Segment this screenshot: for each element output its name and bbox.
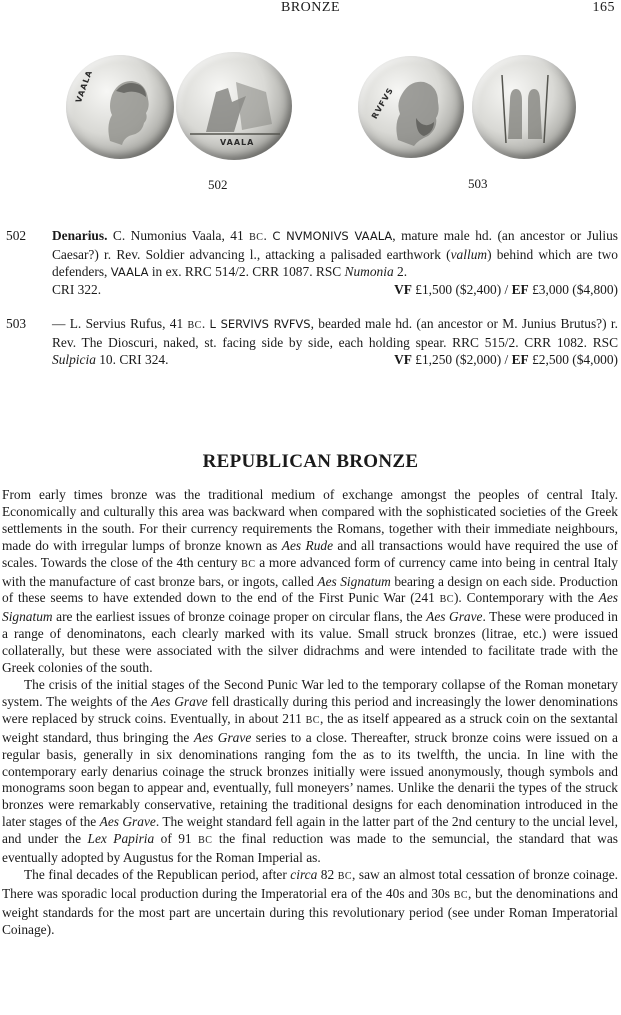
coin-legend-text: C NVMONIVS VAALA xyxy=(272,229,393,243)
price-value: £2,500 ($4,000) xyxy=(528,352,618,367)
text-run: bearing a design on each side. Production of these seems to have extended down to the end of the First Punic War (241 xyxy=(2,573,619,606)
italic-term: Aes Grave xyxy=(151,693,208,709)
era-label: BC xyxy=(439,594,454,606)
era-label: BC xyxy=(453,889,469,901)
italic-term: Aes Signatum xyxy=(317,573,391,589)
era-label: BC xyxy=(249,232,264,243)
figure-number-502: 502 xyxy=(208,177,228,192)
moneyer: L. Servius Rufus, 41 xyxy=(69,316,188,331)
text-run: . These were produced in a range of denominatons, each clearly marked with its value. Small struck bronzes (litrae, etc.) were issued collaterally, but these were associated with the silver didrachms and were intended to facilitate trade with the Greek colonies of the south. xyxy=(2,609,618,676)
text-run: a more advanced form of currency came into being in central Italy with the manufacture of cast bronze bars, or ingots, called xyxy=(2,554,618,589)
entry-number: 502 xyxy=(6,228,27,243)
text-run: , the as itself appeared as a struck coin on the sextantal weight standard, thus bringing the xyxy=(2,710,618,745)
italic-term: Aes Rude xyxy=(281,537,334,553)
price-line xyxy=(52,281,618,298)
era-label: BC xyxy=(187,320,202,331)
text-run: are the earliest issues of bronze coinage proper on circular flans, the xyxy=(52,609,427,625)
figure-number-503: 503 xyxy=(468,176,488,191)
grade-label: EF xyxy=(511,282,529,297)
punctuation: . xyxy=(263,228,273,243)
italic-term: Aes Grave xyxy=(99,814,156,830)
text-run: ). Contemporary with the xyxy=(453,590,599,606)
valuation xyxy=(394,281,618,298)
text-run: 82 xyxy=(317,866,338,882)
denomination: Denarius. xyxy=(52,228,108,243)
entry-number: 503 xyxy=(6,316,27,331)
coin-502-obverse-image xyxy=(66,55,174,159)
running-head-title: BRONZE xyxy=(281,0,340,15)
description-text: in ex. RRC 514/2. CRR 1087. RSC xyxy=(148,264,345,279)
coin-502-reverse-image xyxy=(176,52,292,160)
italic-term: Aes Grave xyxy=(193,729,252,745)
text-run: the final reduction was made to the semuncial, the standard that was eventually adopted by Augustus for the Roman Imperial as. xyxy=(2,831,619,866)
era-label: BC xyxy=(198,835,213,847)
italic-term: Aes Grave xyxy=(426,609,483,625)
text-run: The final decades of the Republican period, after xyxy=(24,866,291,882)
reference-italic: Numonia xyxy=(344,264,394,279)
price-value: £1,500 ($2,400) / xyxy=(411,282,512,297)
moneyer: C. Numonius Vaala, 41 xyxy=(112,228,250,243)
text-run: and all transactions would have required the use of scales. Towards the close of the 4th century xyxy=(2,537,618,570)
era-label: BC xyxy=(305,714,320,726)
description-text: , bearded male hd. (an ancestor or M. Junius Brutus?) r. Rev. The Dioscuri, naked, st. facing side by side, each holding spear. RRC 515/2. CRR 1082. RSC xyxy=(52,316,618,350)
era-label: BC xyxy=(241,558,256,570)
text-run: From early times bronze was the traditional medium of exchange amongst the peoples of central Italy. Economically and culturally this area was backward when compared with the sophisticated societies of the Greek settlements in the south. For their currency requirements the Romans, together with their immediate neighbours, made do with irregular lumps of bronze known as xyxy=(2,487,618,553)
coin-502-obverse-legend: VAALA xyxy=(74,68,95,105)
grade-label: EF xyxy=(511,352,529,367)
description-text: 2. xyxy=(393,264,408,279)
grade-label: VF xyxy=(394,352,412,367)
italic-term: circa xyxy=(290,866,318,882)
coin-legend-text: VAALA xyxy=(110,265,149,279)
text-run: series to a close. Thereafter, struck bronze coins were issued on a regular basis, generally in six denominations ranging fom the as to its twelfth, the uncia. In line with the contemporary early denarius coinage the struck bronzes initially were issued anonymously, though symbols and monograms soon began to appear and, eventually, full moneyers’ names. Unlike the denarii the types of the struck bronzes were remarkably conservative, retaining the traditional designs for each denomination introduced in the later stages of the xyxy=(2,729,619,830)
era-label: BC xyxy=(337,870,353,882)
section-heading: REPUBLICAN BRONZE xyxy=(202,451,419,472)
text-run: fell drastically during this period and increasingly the lower denominations were replaced by struck coins. Eventually, in about 211 xyxy=(2,693,618,726)
reference-text: CRI 322. xyxy=(52,282,102,297)
price-value: £3,000 ($4,800) xyxy=(528,282,618,297)
price-value: £1,250 ($2,000) / xyxy=(411,352,512,367)
ditto-dash: — xyxy=(52,316,70,331)
paragraph-2 xyxy=(2,677,618,867)
text-run: The crisis of the initial stages of the Second Punic War led to the temporary collapse of the Roman monetary system. The weights of the xyxy=(2,676,618,709)
paragraph-3 xyxy=(2,867,618,939)
coin-503-obverse-image xyxy=(358,56,464,158)
text-run: , but the denominations and weight standards for the most part are uncertain during this revolutionary period (see under Roman Imperatorial Coinage). xyxy=(2,885,618,937)
italic-term: Lex Papiria xyxy=(87,831,155,847)
section-body xyxy=(2,487,618,939)
paragraph-1 xyxy=(2,487,618,677)
italic-term: vallum xyxy=(450,247,488,262)
coin-503-obverse-legend: RVFVS xyxy=(370,85,396,121)
running-head xyxy=(0,0,621,18)
male-head-portrait-icon xyxy=(66,55,174,159)
text-run: of 91 xyxy=(154,831,199,847)
coin-502-reverse-legend: VAALA xyxy=(220,138,255,147)
reference-italic: Sulpicia xyxy=(52,352,96,367)
dioscuri-standing-icon xyxy=(472,55,576,159)
punctuation: . xyxy=(201,316,210,331)
page-number: 165 xyxy=(592,0,615,15)
grade-label: VF xyxy=(394,282,412,297)
coin-503-reverse-image xyxy=(472,55,576,159)
coin-legend-text: L SERVIVS RVFVS xyxy=(209,317,311,331)
description-text: 10. CRI 324. xyxy=(95,352,169,367)
description-text: , mature male hd. (an ancestor or Julius Caesar?) r. Rev. Soldier advancing l., attacking a palisaded earthwork ( xyxy=(52,228,618,262)
entry-description xyxy=(52,315,618,368)
entry-description xyxy=(52,227,618,298)
description-text: ) behind which are two defenders, xyxy=(52,247,619,279)
text-run: , saw an almost total cessation of bronze coinage. There was sporadic local production during the Imperatorial era of the 40s and 30s xyxy=(2,866,618,901)
italic-term: Aes Signatum xyxy=(2,590,618,625)
valuation xyxy=(394,351,618,368)
text-run: . The weight standard fell again in the latter part of the 2nd century to the uncial level, and under the xyxy=(2,814,618,847)
